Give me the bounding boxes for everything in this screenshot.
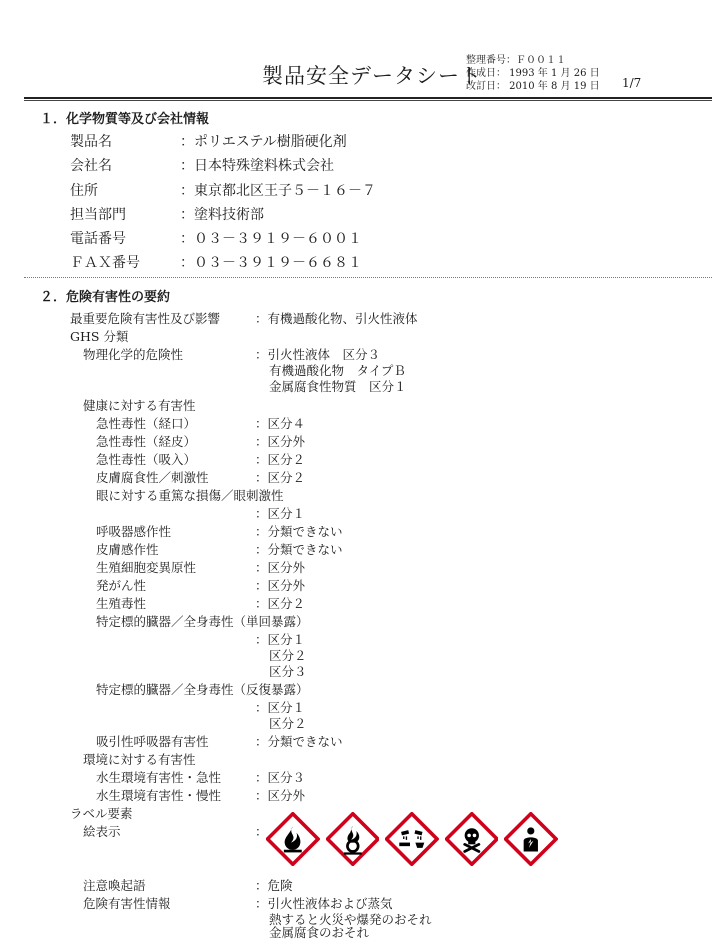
- important-hazard-label: 最重要危険有害性及び影響: [70, 311, 221, 326]
- company-value: ：日本特殊塗料株式会社: [180, 158, 334, 174]
- hazard-statements-label: 危険有害性情報: [83, 896, 171, 911]
- aquatic-acute-label: 水生環境有害性・急性: [96, 770, 222, 785]
- phone-value: ：０３－３９１９－６００１: [180, 231, 362, 247]
- physical-hazard-value-1: ：引火性液体 区分３: [255, 347, 381, 362]
- aquatic-chronic-label: 水生環境有害性・慢性: [96, 788, 222, 803]
- aquatic-chronic-value: ：区分外: [255, 788, 306, 803]
- pictogram-colon: ：: [255, 824, 268, 839]
- carcinogenicity-label: 発がん性: [96, 578, 147, 593]
- phone-label: 電話番号: [70, 231, 126, 247]
- physical-hazard-label: 物理化学的危険性: [83, 347, 184, 362]
- skin-sens-value: ：分類できない: [255, 542, 343, 557]
- section-divider: [24, 277, 712, 278]
- flame-over-circle-icon: [326, 812, 380, 866]
- header-rule: [24, 97, 712, 99]
- skin-sens-label: 皮膚感作性: [96, 542, 159, 557]
- product-name-value: ：ポリエステル樹脂硬化剤: [180, 134, 347, 150]
- company-label: 会社名: [70, 158, 112, 174]
- stot-single-value-3: 区分３: [269, 664, 307, 679]
- fax-value: ：０３－３９１９－６６８１: [180, 255, 362, 271]
- stot-repeat-value-2: 区分２: [269, 716, 307, 731]
- address-label: 住所: [70, 183, 98, 199]
- aspiration-label: 吸引性呼吸器有害性: [96, 734, 209, 749]
- acute-dermal-label: 急性毒性（経皮）: [96, 434, 197, 449]
- signal-word-value: ：危険: [255, 878, 293, 893]
- health-hazard-icon: [504, 812, 558, 866]
- aspiration-value: ：分類できない: [255, 734, 343, 749]
- acute-oral-label: 急性毒性（経口）: [96, 416, 197, 431]
- department-value: ：塗料技術部: [180, 207, 264, 223]
- germ-cell-label: 生殖細胞変異原性: [96, 560, 197, 575]
- hazard-statement-2: 熱すると火災や爆発のおそれ: [269, 912, 432, 927]
- respiratory-sens-label: 呼吸器感作性: [96, 524, 172, 539]
- stot-repeat-value-1: ：区分１: [255, 700, 306, 715]
- signal-word-label: 注意喚起語: [83, 878, 146, 893]
- acute-dermal-value: ：区分外: [255, 434, 306, 449]
- eye-damage-value: ：区分１: [255, 506, 306, 521]
- header-rule-thin: [24, 100, 712, 101]
- stot-repeat-label: 特定標的臓器／全身毒性（反復暴露）: [96, 682, 309, 697]
- skin-corrosion-value: ：区分２: [255, 470, 306, 485]
- reproductive-label: 生殖毒性: [96, 596, 147, 611]
- page-number: 1/7: [622, 76, 642, 90]
- acute-inhalation-label: 急性毒性（吸入）: [96, 452, 197, 467]
- stot-single-value-2: 区分２: [269, 648, 307, 663]
- respiratory-sens-value: ：分類できない: [255, 524, 343, 539]
- label-elements-label: ラベル要素: [70, 806, 133, 821]
- hazard-statement-1: ：引火性液体および蒸気: [255, 896, 393, 911]
- stot-single-value-1: ：区分１: [255, 632, 306, 647]
- eye-damage-label: 眼に対する重篤な損傷／眼刺激性: [96, 488, 284, 503]
- department-label: 担当部門: [70, 207, 126, 223]
- document-title: 製品安全データシート: [262, 64, 482, 88]
- reproductive-value: ：区分２: [255, 596, 306, 611]
- address-value: ：東京都北区王子５－１６－７: [180, 183, 376, 199]
- skull-crossbones-icon: [445, 812, 499, 866]
- stot-single-label: 特定標的臓器／全身毒性（単回暴露）: [96, 614, 309, 629]
- corrosion-icon: [385, 812, 439, 866]
- hazard-statement-3: 金属腐食のおそれ: [269, 925, 370, 940]
- product-name-label: 製品名: [70, 134, 112, 150]
- skin-corrosion-label: 皮膚腐食性／刺激性: [96, 470, 209, 485]
- created-date: 作成日： 1993 年 1 月 26 日: [466, 68, 600, 79]
- acute-inhalation-value: ：区分２: [255, 452, 306, 467]
- carcinogenicity-value: ：区分外: [255, 578, 306, 593]
- section1-heading: １．化学物質等及び会社情報: [40, 112, 210, 127]
- ghs-pictograms: [266, 812, 558, 878]
- germ-cell-value: ：区分外: [255, 560, 306, 575]
- health-hazard-label: 健康に対する有害性: [83, 398, 196, 413]
- physical-hazard-value-3: 金属腐食性物質 区分１: [269, 379, 407, 394]
- aquatic-acute-value: ：区分３: [255, 770, 306, 785]
- important-hazard-value: ：有機過酸化物、引火性液体: [255, 311, 418, 326]
- physical-hazard-value-2: 有機過酸化物 タイプＢ: [269, 363, 406, 378]
- revised-date: 改訂日： 2010 年 8 月 19 日: [466, 81, 600, 92]
- pictogram-label: 絵表示: [83, 824, 121, 839]
- fax-label: ＦＡＸ番号: [70, 255, 140, 271]
- acute-oral-value: ：区分４: [255, 416, 306, 431]
- env-hazard-label: 環境に対する有害性: [83, 752, 196, 767]
- ghs-label: GHS 分類: [70, 329, 129, 344]
- doc-number: 整理番号：Ｆ００１１: [466, 55, 566, 66]
- flame-icon: [266, 812, 320, 866]
- section2-heading: ２．危険有害性の要約: [40, 290, 171, 305]
